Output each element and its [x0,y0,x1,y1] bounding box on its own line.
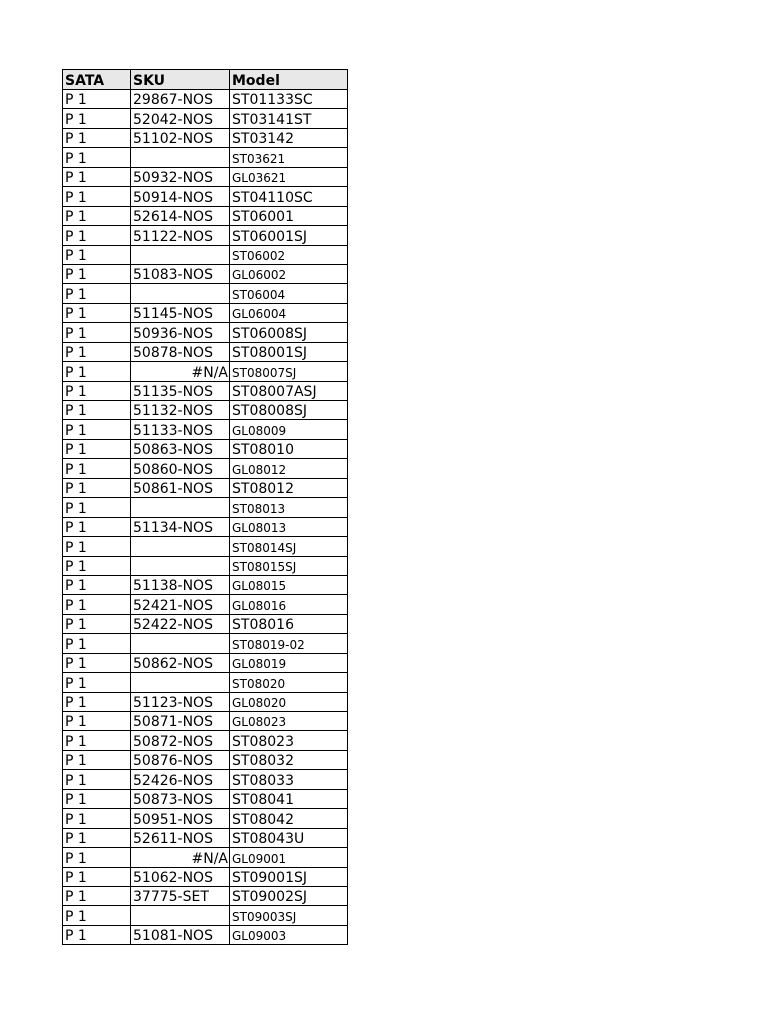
sku-cell: 52614-NOS [131,206,230,225]
table-body [63,90,348,945]
model-cell: ST03621 [230,148,348,167]
sata-cell: P 1 [63,323,131,342]
table-row [63,828,348,847]
table-row [63,167,348,186]
model-cell: GL08012 [230,459,348,478]
sata-cell: P 1 [63,478,131,497]
sku-cell: 37775-SET [131,886,230,905]
sku-cell: #N/A [131,848,230,867]
model-cell: ST04110SC [230,187,348,206]
sata-cell: P 1 [63,362,131,381]
model-cell: ST08033 [230,770,348,789]
table-row [63,537,348,556]
table-row [63,284,348,303]
sku-cell: 50873-NOS [131,789,230,808]
model-cell: GL08019 [230,653,348,672]
sku-cell: 52421-NOS [131,595,230,614]
table-row [63,517,348,536]
sku-cell: 52422-NOS [131,614,230,633]
sata-cell: P 1 [63,381,131,400]
sku-cell: 29867-NOS [131,90,230,109]
sata-cell: P 1 [63,128,131,147]
model-cell: GL08016 [230,595,348,614]
sata-cell: P 1 [63,712,131,731]
model-cell: ST08042 [230,809,348,828]
model-cell: ST03141ST [230,109,348,128]
model-cell: ST08041 [230,789,348,808]
header-model: Model [230,70,348,90]
model-cell: ST09003SJ [230,906,348,925]
table-row [63,381,348,400]
model-cell: ST03142 [230,128,348,147]
header-row [63,70,348,90]
table-row [63,264,348,283]
sku-cell: 51132-NOS [131,401,230,420]
table-row [63,439,348,458]
sata-cell: P 1 [63,886,131,905]
sata-cell: P 1 [63,109,131,128]
sku-cell: 50932-NOS [131,167,230,186]
model-cell: GL09001 [230,848,348,867]
model-cell: ST08016 [230,614,348,633]
sata-cell: P 1 [63,498,131,517]
model-cell: GL08015 [230,575,348,594]
table-row [63,653,348,672]
sata-cell: P 1 [63,614,131,633]
model-cell: ST08023 [230,731,348,750]
sku-cell [131,906,230,925]
table-row [63,750,348,769]
sku-cell: 51081-NOS [131,925,230,944]
sku-cell: 51122-NOS [131,226,230,245]
table-row [63,789,348,808]
model-cell: ST09002SJ [230,886,348,905]
table-row [63,148,348,167]
sata-cell: P 1 [63,187,131,206]
header-sku: SKU [131,70,230,90]
sata-cell: P 1 [63,750,131,769]
sku-cell: 52611-NOS [131,828,230,847]
model-cell: ST08010 [230,439,348,458]
sata-cell: P 1 [63,245,131,264]
table-row [63,595,348,614]
table-row [63,342,348,361]
model-cell: ST06001 [230,206,348,225]
table-row [63,925,348,944]
sata-cell: P 1 [63,770,131,789]
sku-cell: 50936-NOS [131,323,230,342]
sku-cell: 50863-NOS [131,439,230,458]
sku-cell: 51102-NOS [131,128,230,147]
sku-cell: 51133-NOS [131,420,230,439]
sata-cell: P 1 [63,653,131,672]
sata-cell: P 1 [63,206,131,225]
table-row [63,886,348,905]
model-cell: ST08007ASJ [230,381,348,400]
sku-cell: 51135-NOS [131,381,230,400]
sku-cell [131,634,230,653]
sata-cell: P 1 [63,148,131,167]
sata-cell: P 1 [63,284,131,303]
table-row [63,867,348,886]
sku-cell: 50914-NOS [131,187,230,206]
sku-cell: 51145-NOS [131,303,230,322]
sku-cell [131,245,230,264]
sata-cell: P 1 [63,264,131,283]
model-cell: ST08008SJ [230,401,348,420]
sku-cell [131,673,230,692]
sata-cell: P 1 [63,789,131,808]
sata-cell: P 1 [63,517,131,536]
sku-cell: 50861-NOS [131,478,230,497]
model-cell: ST08015SJ [230,556,348,575]
model-cell: ST08020 [230,673,348,692]
model-cell: ST08012 [230,478,348,497]
table-row [63,692,348,711]
model-cell: ST08043U [230,828,348,847]
sata-cell: P 1 [63,401,131,420]
sku-cell: 52426-NOS [131,770,230,789]
sku-cell: 51123-NOS [131,692,230,711]
sata-cell: P 1 [63,420,131,439]
sata-cell: P 1 [63,459,131,478]
table-row [63,90,348,109]
sku-cell [131,148,230,167]
sku-cell: 51062-NOS [131,867,230,886]
sku-cell: #N/A [131,362,230,381]
sata-cell: P 1 [63,595,131,614]
table-row [63,128,348,147]
data-table [62,69,348,945]
sku-cell [131,556,230,575]
model-cell: ST09001SJ [230,867,348,886]
sku-cell [131,537,230,556]
table-row [63,206,348,225]
model-cell: GL03621 [230,167,348,186]
model-cell: ST06004 [230,284,348,303]
model-cell: GL06004 [230,303,348,322]
sata-cell: P 1 [63,809,131,828]
table-row [63,673,348,692]
sku-cell [131,284,230,303]
model-cell: ST01133SC [230,90,348,109]
model-cell: GL08009 [230,420,348,439]
sata-cell: P 1 [63,692,131,711]
table-row [63,575,348,594]
table-row [63,906,348,925]
model-cell: ST08014SJ [230,537,348,556]
sata-cell: P 1 [63,673,131,692]
model-cell: ST06002 [230,245,348,264]
table-row [63,226,348,245]
sata-cell: P 1 [63,537,131,556]
sata-cell: P 1 [63,867,131,886]
table-row [63,809,348,828]
table-row [63,362,348,381]
sku-cell: 52042-NOS [131,109,230,128]
sku-cell: 51083-NOS [131,264,230,283]
sku-cell: 50872-NOS [131,731,230,750]
sku-cell: 50871-NOS [131,712,230,731]
model-cell: ST06008SJ [230,323,348,342]
model-cell: ST08032 [230,750,348,769]
model-cell: ST08001SJ [230,342,348,361]
table-row [63,848,348,867]
sata-cell: P 1 [63,342,131,361]
sata-cell: P 1 [63,906,131,925]
model-cell: ST08013 [230,498,348,517]
sku-cell [131,498,230,517]
sku-cell: 51138-NOS [131,575,230,594]
sata-cell: P 1 [63,925,131,944]
sata-cell: P 1 [63,828,131,847]
sku-cell: 50951-NOS [131,809,230,828]
sata-cell: P 1 [63,226,131,245]
sku-cell: 50862-NOS [131,653,230,672]
sata-cell: P 1 [63,634,131,653]
sata-cell: P 1 [63,439,131,458]
sata-cell: P 1 [63,167,131,186]
header-sata: SATA [63,70,131,90]
sku-cell: 50860-NOS [131,459,230,478]
model-cell: GL08023 [230,712,348,731]
sku-cell: 51134-NOS [131,517,230,536]
model-cell: ST06001SJ [230,226,348,245]
model-cell: ST08007SJ [230,362,348,381]
sata-cell: P 1 [63,848,131,867]
model-cell: GL08020 [230,692,348,711]
table-row [63,498,348,517]
table-row [63,478,348,497]
table-row [63,712,348,731]
sata-cell: P 1 [63,575,131,594]
table-row [63,634,348,653]
table-row [63,303,348,322]
table-row [63,401,348,420]
table-row [63,323,348,342]
table-row [63,245,348,264]
model-cell: GL06002 [230,264,348,283]
table-row [63,459,348,478]
table-row [63,731,348,750]
sata-cell: P 1 [63,303,131,322]
sata-cell: P 1 [63,556,131,575]
sku-cell: 50876-NOS [131,750,230,769]
table-row [63,556,348,575]
sku-cell: 50878-NOS [131,342,230,361]
model-cell: GL09003 [230,925,348,944]
table-row [63,109,348,128]
table-row [63,770,348,789]
table-row [63,187,348,206]
sata-cell: P 1 [63,731,131,750]
model-cell: ST08019-02 [230,634,348,653]
model-cell: GL08013 [230,517,348,536]
table-row [63,420,348,439]
sata-cell: P 1 [63,90,131,109]
table-row [63,614,348,633]
